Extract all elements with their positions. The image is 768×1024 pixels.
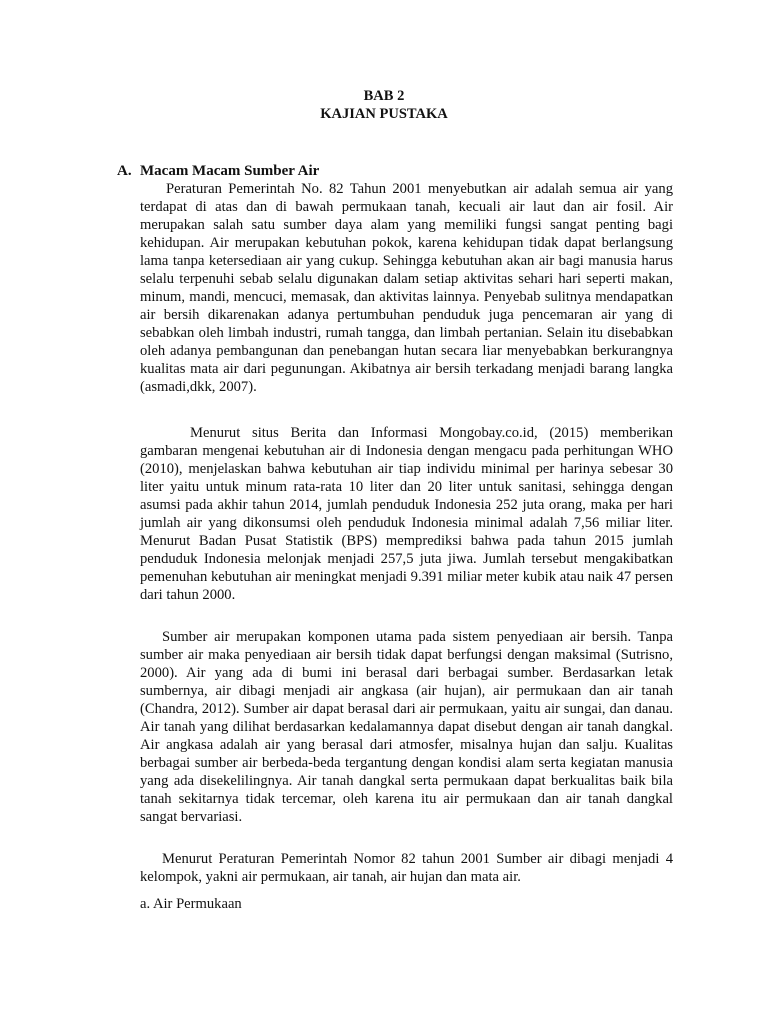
section-title: Macam Macam Sumber Air [140, 163, 320, 179]
chapter-title: KAJIAN PUSTAKA [320, 106, 448, 122]
section-heading [117, 162, 319, 180]
chapter-number: BAB 2 [363, 88, 405, 104]
subsection-heading: a. Air Permukaan [140, 896, 242, 912]
paragraph: Peraturan Pemerintah No. 82 Tahun 2001 menyebutkan air adalah semua air yang terdapat di atas dan di bawah permukaan tanah, kecuali air laut dan air fosil. Air merupakan salah satu sumber daya alam yang memiliki fungsi sangat penting bagi kehidupan. Air merupakan kebutuhan pokok, karena kehidupan tidak dapat berlangsung lama tanpa ketersediaan air yang cukup. Sehingga kebutuhan akan air bagi manusia harus selalu terpenuhi sebab selalu digunakan dalam setiap aktivitas sehari hari seperti makan, minum, mandi, mencuci, memasak, dan aktivitas lainnya. Penyebab sulitnya mendapatkan air bersih dikarenakan adanya pertumbuhan penduduk juga pencemaran air yang di sebabkan oleh limbah industri, rumah tangga, dan limbah pertanian. Selain itu disebabkan oleh adanya pembangunan dan penebangan hutan secara liar menyebabkan berkurangnya kualitas mata air dari pegunungan. Akibatnya air bersih terkadang menjadi barang langka (asmadi,dkk, 2007). [140, 181, 673, 395]
section-marker: A. [117, 163, 132, 179]
paragraph: Menurut situs Berita dan Informasi Mongobay.co.id, (2015) memberikan gambaran mengenai kebutuhan air di Indonesia dengan mengacu pada perhitungan WHO (2010), menjelaskan bahwa kebutuhan air tiap individu minimal per harinya sebesar 30 liter yaitu untuk minum rata-rata 10 liter dan 20 liter untuk sanitasi, sehingga dengan asumsi pada akhir tahun 2014, jumlah penduduk Indonesia 252 juta orang, maka per hari jumlah air yang dikonsumsi oleh penduduk Indonesia minimal adalah 7,56 miliar liter. Menurut Badan Pusat Statistik (BPS) memprediksi bahwa pada tahun 2015 jumlah penduduk Indonesia melonjak menjadi 257,5 juta jiwa. Jumlah tersebut mengakibatkan pemenuhan kebutuhan air meningkat menjadi 9.391 miliar meter kubik atau naik 47 persen dari tahun 2000. [140, 425, 673, 603]
paragraph: Sumber air merupakan komponen utama pada sistem penyediaan air bersih. Tanpa sumber air maka penyediaan air bersih tidak dapat berfungsi dengan maksimal (Sutrisno, 2000). Air yang ada di bumi ini berasal dari berbagai sumber. Berdasarkan letak sumbernya, air dibagi menjadi air angkasa (air hujan), air permukaan dan air tanah (Chandra, 2012). Sumber air dapat berasal dari air permukaan, yaitu air sungai, dan danau. Air tanah yang dilihat berdasarkan kedalamannya dapat disebut dengan air tanah dangkal. Air angkasa adalah air yang berasal dari atmosfer, misalnya hujan dan salju. Kualitas berbagai sumber air berbeda-beda tergantung dengan kondisi alam serta kegiatan manusia yang ada disekelilingnya. Air tanah dangkal serta permukaan dapat berkualitas baik bila tanah sekitarnya tidak tercemar, oleh karena itu air permukaan dan air tanah dangkal sangat bervariasi. [140, 629, 673, 825]
paragraph: Menurut Peraturan Pemerintah Nomor 82 tahun 2001 Sumber air dibagi menjadi 4 kelompok, yakni air permukaan, air tanah, air hujan dan mata air. [140, 851, 673, 885]
